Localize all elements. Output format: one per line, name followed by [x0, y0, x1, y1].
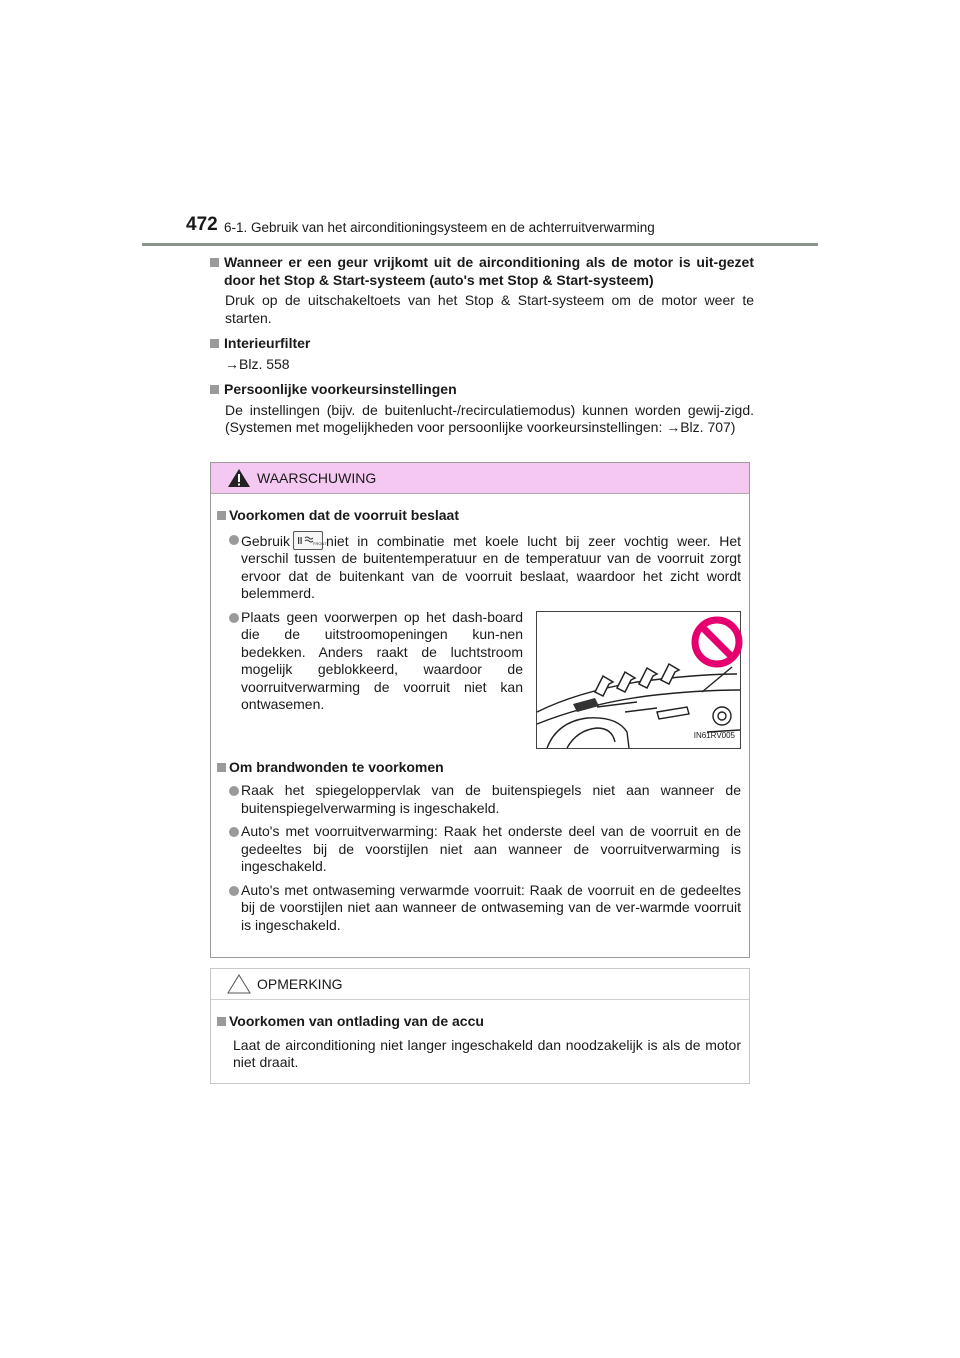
round-bullet-icon — [229, 613, 239, 623]
square-bullet-icon — [217, 763, 226, 772]
illustration-code: IN61RV005 — [693, 731, 735, 740]
note-box — [210, 968, 750, 1084]
note-label: OPMERKING — [257, 976, 343, 992]
warning-bullet: Auto's met voorruitverwarming: Raak het onderste deel van de voorruit en de gedeeltes bij de voorstijlen niet aan wanneer de voorruitverwarming is ingeschakeld. — [217, 823, 741, 876]
section-filter — [210, 335, 754, 373]
warning-bullet: Raak het spiegeloppervlak van de buitenspiegels niet aan wanneer de buitenspiegelverwarming is ingeschakeld. — [217, 782, 741, 817]
square-bullet-icon — [217, 511, 226, 520]
warning-bullet: Plaats geen voorwerpen op het dash-board die de uitstroomopeningen kun-nen bedekken. Anders raakt de luchtstroom mogelijk geblokkeerd, waardoor de voorruitverwarming de voorruit niet kan ontwasemen. — [217, 609, 523, 743]
page-number: 472 — [186, 214, 218, 235]
section-heading: Persoonlijke voorkeursinstellingen — [224, 381, 457, 397]
page-reference: →Blz. 558 — [225, 355, 290, 372]
round-bullet-icon — [229, 535, 239, 545]
square-bullet-icon — [210, 339, 219, 348]
main-content — [210, 254, 754, 445]
note-text: Laat de airconditioning niet langer ingeschakeld dan noodzakelijk is als de motor niet draait. — [233, 1036, 741, 1070]
round-bullet-icon — [229, 886, 239, 896]
warning-bullet: Auto's met ontwaseming verwarmde voorruit: Raak de voorruit en de gedeeltes bij de voorstijlen niet aan wanneer de ontwaseming van de ver-warmde voorruit is ingeschakeld. — [217, 882, 741, 935]
note-header — [211, 969, 749, 1000]
warning-label: WAARSCHUWING — [257, 470, 377, 486]
section-odor — [210, 254, 754, 327]
svg-text:FRONT: FRONT — [313, 540, 327, 546]
section-heading: Interieurfilter — [224, 335, 311, 351]
header-rule — [142, 243, 818, 246]
warning-bullet: Gebruik FRONT niet in combinatie met koele lucht bij zeer vochtig weer. Het verschil tussen de buitentemperatuur en de temperatuur van de voorruit zorgt ervoor dat de buitenkant van de voorruit beslaat, waardoor het zicht wordt belemmerd. — [217, 531, 741, 603]
warning-heading: Om brandwonden te voorkomen — [229, 758, 444, 775]
square-bullet-icon — [210, 385, 219, 394]
section-text: Druk op de uitschakeltoets van het Stop & Start-systeem om de motor weer te starten. — [225, 292, 754, 326]
section-preferences — [210, 381, 754, 437]
caution-triangle-icon — [227, 974, 251, 994]
note-heading: Voorkomen van ontlading van de accu — [229, 1013, 484, 1029]
defroster-button-icon — [293, 531, 327, 550]
dashboard-illustration — [536, 611, 741, 749]
page-header — [182, 214, 822, 244]
section-text: De instellingen (bijv. de buitenlucht-/recirculatiemodus) kunnen worden gewij-zigd. (Systemen met mogelijkheden voor persoonlijke voorkeursinstellingen: →Blz. 707) — [225, 401, 754, 435]
warning-heading: Voorkomen dat de voorruit beslaat — [229, 507, 460, 523]
square-bullet-icon — [210, 258, 219, 267]
warning-box — [210, 462, 750, 958]
round-bullet-icon — [229, 827, 239, 837]
section-title: 6-1. Gebruik van het airconditioningsysteem en de achterruitverwarming — [224, 220, 655, 235]
section-heading: Wanneer er een geur vrijkomt uit de airconditioning als de motor is uit-gezet door het Stop & Start-systeem (auto's met Stop & Start-systeem) — [224, 254, 754, 288]
round-bullet-icon — [229, 786, 239, 796]
square-bullet-icon — [217, 1017, 226, 1026]
warning-triangle-icon — [227, 468, 251, 488]
warning-header — [211, 463, 749, 494]
